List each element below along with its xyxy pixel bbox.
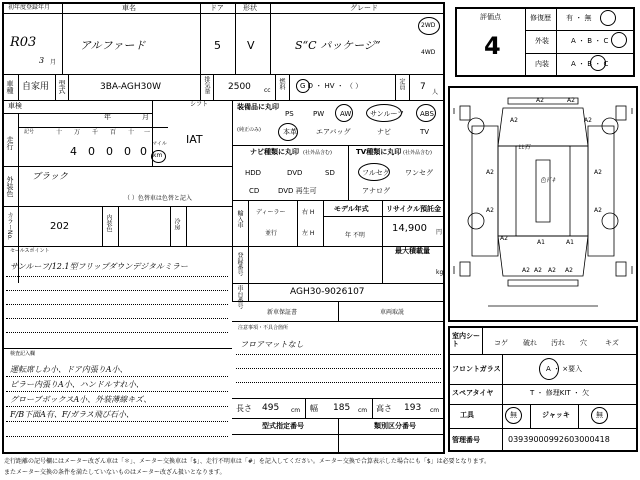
tools-value: 無	[510, 411, 517, 419]
diagram-mark-6: A2	[486, 207, 494, 214]
mileage-digit-0: 4	[70, 145, 77, 158]
equip-leather: 本革	[283, 128, 297, 136]
tools-label: 工具	[460, 411, 474, 419]
width-value: 185	[333, 403, 351, 413]
tv-analog: アナログ	[362, 187, 390, 195]
grade: S“C パッケージ”	[295, 39, 381, 52]
exterior-options: A ・ B ・ C	[571, 37, 609, 45]
diagram-mark-10: A1	[566, 239, 574, 246]
drive-2wd: 2WD	[421, 22, 436, 29]
tools-circle	[505, 407, 522, 424]
fuel-label: 燃料	[278, 78, 285, 90]
height-label: 高さ	[376, 404, 392, 413]
nav-hdd: HDD	[245, 169, 262, 177]
tv-fullseg: フルセグ	[362, 169, 390, 177]
repair-options: 有 ・ 無	[566, 14, 592, 22]
model-year-value: 年 不明	[345, 232, 365, 239]
interior-color-label: 内装色	[105, 214, 112, 232]
equip-pw: PW	[313, 110, 325, 118]
month-unit: 月	[50, 59, 57, 66]
digit-label-5: 一	[144, 129, 151, 136]
footer-line-2: またメーター交換の条件を満たしていないものはメーター改ざん扱いとなります。	[4, 469, 226, 476]
diagram-mark-5: A2	[594, 169, 602, 176]
diagram-mark-3: A2	[584, 117, 592, 124]
diagram-mark-8: A2	[500, 235, 508, 242]
import-right-hand: 右 H	[302, 209, 315, 216]
run-label: 走行	[6, 136, 14, 150]
diagram-mark-11: A2	[522, 267, 530, 274]
equip-tv: TV	[420, 128, 430, 136]
height-value: 193	[404, 403, 422, 413]
mileage-digit-1: 0	[88, 145, 95, 158]
jack-label: ジャッキ	[542, 411, 570, 419]
diagram-mark-2: A2	[510, 117, 518, 124]
first-reg-label: 初年度登録年月	[8, 4, 51, 11]
tv-fullseg-circle	[358, 163, 390, 181]
diagram-mark-1: A2	[567, 97, 575, 104]
notes-label: 注意事項・不具合箇所	[238, 325, 289, 331]
fuel-options: G D ・ HV ・ （ ）	[300, 82, 363, 90]
spare-options: T ・ 修理KIT ・ 欠	[530, 389, 590, 397]
first-reg-month: 3	[39, 56, 45, 65]
exterior-circle	[611, 32, 627, 48]
equip-navi: ナビ	[377, 128, 391, 136]
diagram-mark-13: A2	[548, 267, 556, 274]
exterior-label: 外装	[535, 37, 549, 45]
equip-abs-circle	[416, 104, 436, 122]
digit-label-1: 万	[74, 129, 81, 136]
colorno-value: 202	[50, 221, 70, 232]
model-year-label: モデル年式	[334, 205, 369, 213]
color-value: ブラック	[32, 172, 68, 182]
km-sign-label: 記号	[24, 129, 35, 135]
inspection-year-unit: 年	[104, 113, 111, 121]
mgmt-label: 管理番号	[452, 436, 480, 444]
class-number-label: 類別区分番号	[374, 422, 416, 430]
interior-options: A ・ B ・ C	[571, 60, 609, 68]
km-label: km	[153, 152, 163, 159]
manual-label: 車両取説	[380, 309, 405, 316]
chassis-value: AGH30-9026107	[290, 287, 365, 297]
reg-label: 登録番号	[236, 252, 243, 276]
recycle-value: 14,900	[392, 223, 427, 234]
equip-sunroof-circle	[366, 104, 405, 122]
notes-value: フロアマットなし	[240, 340, 304, 349]
mileage-digit-4: 0	[140, 145, 147, 158]
capacity: 7	[420, 82, 426, 92]
repair-circle	[600, 10, 616, 26]
mileage-digit-2: 0	[106, 145, 113, 158]
inspector-line-1: ピラー内張りA小、ハンドルすれ小、	[10, 380, 144, 389]
height-unit: cm	[430, 407, 440, 414]
displacement: 2500	[228, 82, 251, 92]
inspector-line-3: F/B下面A有、F/ガラス飛び石小、	[10, 410, 134, 419]
color-label: 外装色	[6, 176, 14, 197]
recycle-label: リサイクル預託金	[386, 205, 442, 213]
kg-unit: kg	[436, 269, 444, 276]
model-name-label: 車名	[122, 4, 136, 12]
chassis-label: 車台番号	[236, 285, 243, 309]
drive-4wd: 4WD	[421, 49, 436, 56]
sales-value: サンルーフ/12.1型フリップダウンデジタルミラー	[10, 262, 188, 271]
length-unit: cm	[291, 407, 301, 414]
diagram-mark-14: A2	[565, 267, 573, 274]
seat-tear: 破れ	[523, 339, 537, 347]
nav-sd: SD	[325, 169, 335, 177]
digit-label-3: 百	[110, 129, 117, 136]
equip-aw: AW	[340, 110, 352, 118]
grade-label: グレード	[350, 4, 378, 12]
tv-title: TV種類に丸印	[356, 148, 402, 156]
interior-label: 内装	[535, 60, 549, 68]
mgmt-value: 0393900099260300041​8	[508, 435, 610, 444]
seat-stain: 汚れ	[551, 339, 565, 347]
tv-oneseg: ワンセグ	[405, 169, 433, 177]
tv-title-note: (社外品含む)	[403, 150, 432, 156]
cold-label: 冷房	[173, 218, 180, 230]
inspector-label: 検査記入欄	[10, 351, 36, 357]
jack-value: 無	[596, 411, 603, 419]
nav-cd: CD	[249, 187, 260, 195]
seat-scratch: キズ	[605, 339, 619, 347]
inspector-line-0: 運転席しわ小、ドア内張りA小、	[10, 365, 128, 374]
inspection-month-unit: 月	[142, 113, 149, 121]
sales-label: セールスポイント	[10, 248, 50, 254]
displacement-label: 排気量	[203, 76, 210, 94]
equip-airbag: エアバッグ	[316, 128, 351, 136]
equip-ps: PS	[285, 110, 294, 118]
diagram-mark-9: A1	[537, 239, 545, 246]
spare-label: スペアタイヤ	[452, 389, 494, 397]
equipment-note: (純正のみ)	[237, 127, 261, 133]
model-code-label: 型式	[58, 80, 66, 94]
score-value: 4	[484, 32, 501, 60]
shift-label: シフト	[190, 101, 209, 108]
width-label: 幅	[310, 404, 318, 413]
yen-unit: 円	[436, 229, 443, 236]
nav-title: ナビ種類に丸印	[250, 148, 299, 156]
type-approval-label: 型式指定番号	[262, 422, 304, 430]
person-unit: 人	[432, 89, 439, 96]
front-glass-options: A ・ ×要入	[546, 365, 583, 373]
diagram-mark-12: A2	[534, 267, 542, 274]
jack-circle	[591, 407, 608, 424]
equip-sunroof: サンルーフ	[370, 110, 405, 118]
shape-label: 形状	[243, 4, 257, 12]
mile-label: マイル	[152, 141, 167, 147]
color-note: （ ）色替車は色替と記入	[124, 195, 192, 202]
front-glass-label: フロントガラス	[452, 365, 501, 373]
seat-hole: 穴	[580, 339, 587, 347]
diagram-mark-7: A2	[594, 207, 602, 214]
vehicle-type: 自家用	[22, 82, 50, 92]
warranty-label: 新車保証書	[267, 309, 298, 316]
digit-label-2: 千	[92, 129, 99, 136]
vehicle-type-label: 車種	[6, 80, 14, 94]
interior-circle	[590, 55, 606, 71]
first-reg-era: R03	[10, 35, 37, 50]
seat-label: 室内シート	[452, 332, 480, 349]
import-dealer: ディーラー	[256, 209, 286, 216]
seat-burn: コゲ	[494, 339, 508, 347]
max-load-label: 最大積載量	[395, 247, 430, 255]
equip-leather-circle	[278, 123, 298, 141]
capacity-label: 定員	[398, 78, 405, 90]
digit-label-4: 十	[128, 129, 135, 136]
cc-unit: cc	[264, 87, 271, 94]
diagram-mark-4: A2	[486, 169, 494, 176]
length-label: 長さ	[236, 404, 252, 413]
diagram-note-color: 色ﾄﾞｷ	[540, 177, 556, 184]
inspection-label: 車検	[8, 102, 22, 110]
shift-value: IAT	[186, 133, 203, 146]
colorno-label: カラーNo.	[6, 212, 13, 240]
diagram-mark-0: A2	[536, 97, 544, 104]
import-left-hand: 左 H	[302, 230, 315, 237]
shape: V	[247, 39, 255, 52]
nav-dvd-play: DVD 再生可	[278, 187, 317, 195]
mileage-digit-3: 0	[124, 145, 131, 158]
doors-label: ドア	[210, 4, 224, 12]
doors: 5	[214, 39, 221, 52]
equip-abs: ABS	[420, 110, 434, 118]
footer-line-1: 走行距離の記号欄にはメーター改ざん車は「＊」、メーター交換車は「$」、走行不明車は「#」を記入してください。メーター交換で合算表示した場合にも「$」は必要となります。	[4, 458, 491, 465]
nav-title-note: (社外品含む)	[303, 150, 332, 156]
digit-label-0: 十	[56, 129, 63, 136]
car-outline	[448, 86, 638, 322]
equipment-title: 装備品に丸印	[237, 103, 279, 111]
import-parallel: 並行	[265, 230, 278, 237]
score-label: 評価点	[480, 13, 501, 21]
import-label: 輸入車	[236, 210, 243, 228]
front-glass-circle	[539, 358, 559, 380]
nav-dvd: DVD	[287, 169, 303, 177]
repair-label: 修復歴	[530, 14, 551, 22]
inspector-line-2: グローブボックスA小、外装薄線キズ、	[10, 395, 152, 404]
model-name: アルファード	[80, 39, 146, 52]
length-value: 495	[262, 403, 280, 413]
equip-aw-circle	[335, 104, 353, 122]
width-unit: cm	[358, 407, 368, 414]
model-code: 3BA-AGH30W	[100, 82, 162, 92]
diagram-note-chip: ﾋﾋ石	[518, 144, 531, 151]
